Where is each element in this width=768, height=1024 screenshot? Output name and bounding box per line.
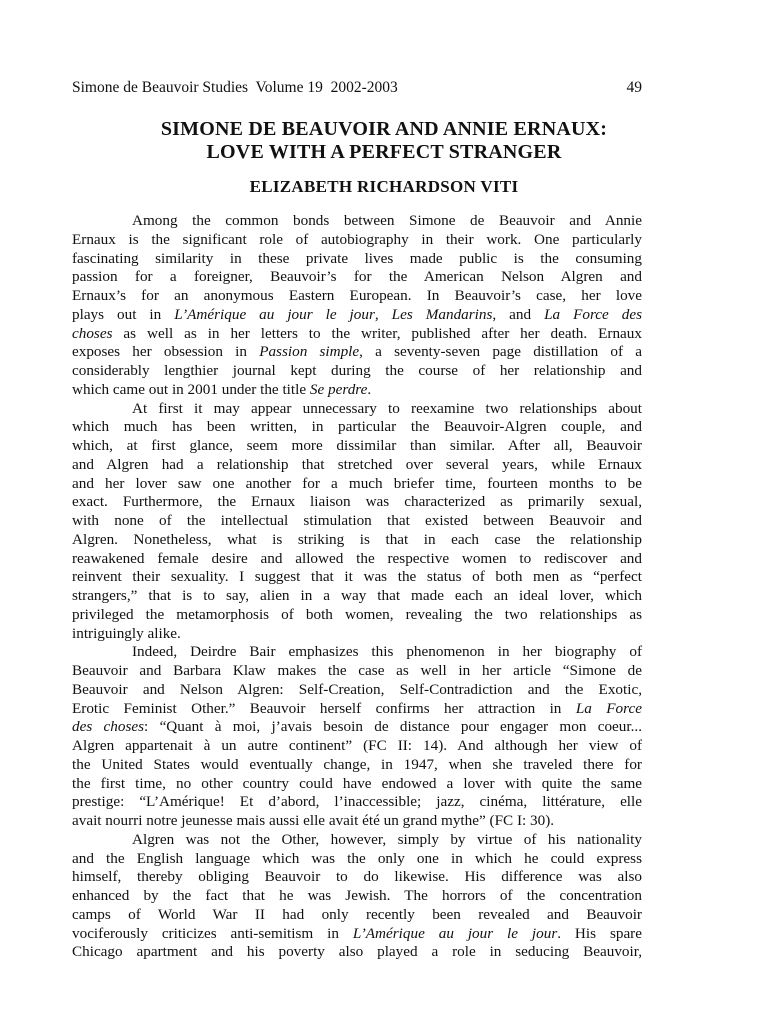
text-line (72, 756, 642, 775)
text-line (72, 212, 642, 231)
text-segment: exposes her obsession in (72, 343, 260, 361)
text-segment: : “Quant à moi, j’avais besoin de distance pour engager mon coeur... (144, 718, 642, 736)
text-segment: At first it may appear unnecessary to reexamine two relationships about (132, 399, 642, 417)
text-line (72, 643, 642, 662)
text-line (72, 887, 642, 906)
italic-title-text: Se perdre (309, 380, 368, 398)
text-segment: , (374, 305, 392, 323)
text-line (72, 868, 642, 887)
text-line (72, 550, 642, 569)
text-segment: and Algren had a relationship that stretched over several years, while Ernaux (72, 455, 642, 473)
text-line (72, 587, 642, 606)
italic-title-text: L’Amérique au jour le jour (174, 305, 375, 323)
text-line (72, 718, 642, 737)
italic-title-text: Les Mandarins (391, 305, 493, 323)
text-line (72, 437, 642, 456)
text-line (72, 268, 642, 287)
text-line (72, 943, 642, 962)
text-line (72, 606, 642, 625)
text-line (72, 250, 642, 269)
text-line (72, 681, 642, 700)
text-line (72, 231, 642, 250)
text-line (72, 343, 642, 362)
text-segment: passion for a foreigner, Beauvoir’s for the American Nelson Algren and (72, 268, 642, 286)
text-line (72, 662, 642, 681)
text-segment: Ernaux is the significant role of autobiography in their work. One particularly (72, 230, 642, 248)
text-segment: plays out in (72, 305, 175, 323)
text-line (72, 400, 642, 419)
text-segment: Ernaux’s for an anonymous Eastern European. In Beauvoir’s case, her love (72, 287, 642, 304)
text-line (72, 325, 642, 344)
text-segment: Chicago apartment and his poverty also played a role in seducing Beauvoir, (72, 943, 642, 961)
text-segment: . His spare (557, 924, 642, 942)
text-segment: the United States would eventually change, in 1947, when she traveled there for (72, 755, 642, 773)
text-segment: , a seventy-seven page distillation of a (359, 343, 642, 361)
text-segment: Indeed, Deirdre Bair emphasizes this phenomenon in her biography of (132, 643, 642, 661)
text-line (72, 775, 642, 794)
italic-title-text: des choses (72, 718, 145, 736)
text-line (72, 925, 642, 944)
italic-title-text: Passion simple (259, 343, 360, 361)
author-name: ELIZABETH RICHARDSON VITI (249, 177, 519, 196)
text-line (72, 306, 642, 325)
italic-title-text: L’Amérique au jour le jour (352, 924, 558, 942)
text-line (72, 456, 642, 475)
text-line (72, 568, 642, 587)
title-line-1: SIMONE DE BEAUVOIR AND ANNIE ERNAUX: (160, 118, 608, 140)
page-number: 49 (626, 79, 642, 96)
text-line (72, 381, 642, 400)
text-segment: avait nourri notre jeunesse mais aussi elle avait été un grand mythe” (FC I: 30). (72, 812, 555, 829)
article-body (72, 212, 642, 962)
text-line (72, 475, 642, 494)
article-title (60, 118, 708, 164)
italic-title-text: La Force (575, 699, 642, 717)
text-segment: . (367, 380, 372, 398)
italic-title-text: choses (72, 324, 113, 342)
text-segment: which much has been written, in particular the Beauvoir-Algren couple, and (72, 418, 642, 436)
text-segment: Beauvoir and Nelson Algren: Self-Creation, Self-Contradiction and the Exotic, (72, 680, 642, 698)
text-line (72, 793, 642, 812)
text-line (72, 700, 642, 719)
text-segment: Algren. Nonetheless, what is striking is that in each case the relationship (72, 530, 642, 548)
text-segment: vociferously criticizes anti-semitism in (72, 924, 353, 942)
text-line (72, 418, 642, 437)
text-segment: which, at first glance, seem more dissimilar than similar. After all, Beauvoir (72, 437, 642, 454)
text-segment: the first time, no other country could have endowed a lover with quite the same (72, 774, 642, 792)
text-segment: as well as in her letters to the writer, published after her death. Ernaux (112, 324, 642, 342)
text-segment: enhanced by the fact that he was Jewish. The horrors of the concentration (72, 887, 642, 904)
text-segment: intriguingly alike. (72, 624, 181, 642)
text-line (72, 831, 642, 850)
running-head (72, 78, 642, 98)
text-segment: prestige: “L’Amérique! Et d’abord, l’inaccessible; jazz, cinéma, littérature, elle (72, 793, 642, 811)
text-segment: Erotic Feminist Other.” Beauvoir herself confirms her attraction in (72, 699, 576, 717)
text-segment: which came out in 2001 under the title (72, 380, 310, 398)
text-segment: Algren was not the Other, however, simply by virtue of his nationality (132, 830, 642, 848)
text-segment: fascinating similarity in these private lives made public is the consuming (72, 249, 642, 267)
text-line (72, 906, 642, 925)
text-segment: reawakened female desire and allowed the respective women to rediscover and (72, 549, 642, 567)
text-line (72, 512, 642, 531)
text-line (72, 850, 642, 869)
text-segment: himself, thereby obliging Beauvoir to do likewise. His difference was also (72, 868, 642, 886)
text-segment: exact. Furthermore, the Ernaux liaison was characterized as primarily sexual, (72, 493, 642, 511)
text-segment: Beauvoir and Barbara Klaw makes the case as well in her article “Simone de (72, 662, 642, 679)
text-line (72, 812, 642, 831)
text-line (72, 287, 642, 306)
text-segment: , and (492, 305, 545, 323)
text-segment: considerably lengthier journal kept during the course of her relationship and (72, 362, 642, 379)
text-segment: Algren appartenait à un autre continent” (FC II: 14). And although her view of (72, 737, 642, 754)
text-line (72, 531, 642, 550)
text-segment: and the English language which was the only one in which he could express (72, 849, 642, 867)
journal-info: Simone de Beauvoir Studies Volume 19 2002-2003 (72, 79, 398, 96)
title-line-2: LOVE WITH A PERFECT STRANGER (206, 141, 562, 163)
text-line (72, 493, 642, 512)
text-segment: Among the common bonds between Simone de Beauvoir and Annie (132, 212, 642, 229)
text-segment: with none of the intellectual stimulation that existed between Beauvoir and (72, 512, 642, 529)
text-segment: strangers,” that is to say, alien in a way that made each an ideal lover, which (72, 587, 642, 604)
text-segment: privileged the metamorphosis of both women, revealing the two relationships as (72, 605, 642, 623)
text-line (72, 362, 642, 381)
text-line (72, 737, 642, 756)
text-segment: and her lover saw one another for a much briefer time, fourteen months to be (72, 474, 642, 492)
text-segment: reinvent their sexuality. I suggest that it was the status of both men as “perfect (72, 568, 642, 586)
text-segment: camps of World War II had only recently been revealed and Beauvoir (72, 905, 642, 923)
italic-title-text: La Force des (544, 305, 642, 323)
text-line (72, 625, 642, 644)
